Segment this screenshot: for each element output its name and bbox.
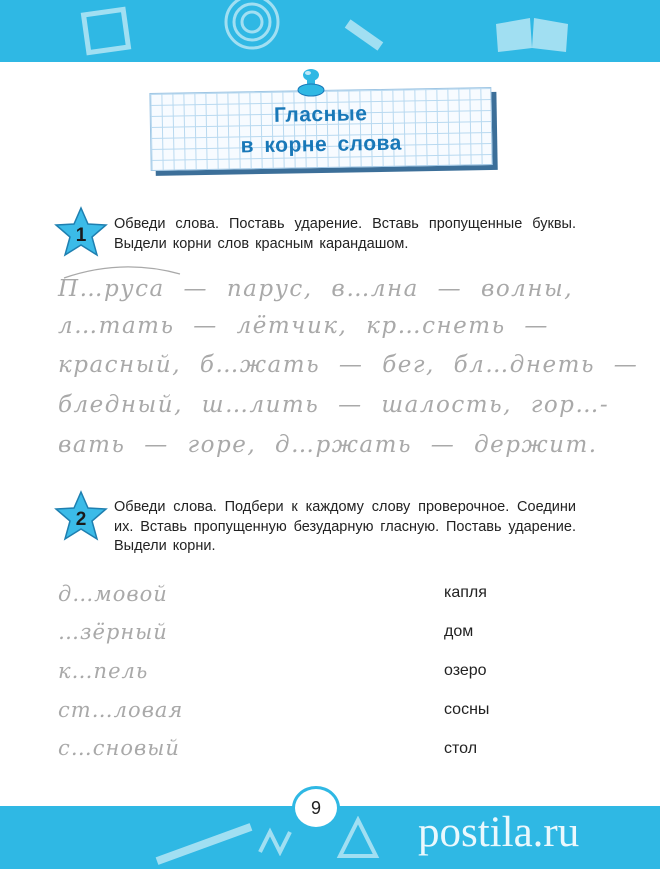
- title-line-1: Гласные: [273, 102, 368, 127]
- left-word-1: д…мовой: [58, 582, 168, 606]
- zigzag-shape-icon: [258, 826, 298, 856]
- watermark: postila.ru: [418, 809, 580, 856]
- right-word-4: сосны: [444, 701, 490, 718]
- left-word-2: …зёрный: [58, 620, 168, 644]
- pen-icon: [150, 820, 260, 869]
- task-number-star-2: [54, 490, 108, 542]
- right-word-1: капля: [444, 584, 487, 601]
- concentric-circles-icon: [222, 0, 282, 52]
- script-line-2: л…тать — лётчик, кр…снеть —: [58, 313, 549, 339]
- right-word-5: стол: [444, 740, 478, 757]
- right-word-3: озеро: [444, 662, 487, 679]
- triangle-shape-icon: [336, 816, 380, 860]
- script-line-5: вать — горе, д…ржать — держит.: [58, 432, 598, 458]
- script-line-3: красный, б…жать — бег, бл…днеть —: [58, 352, 639, 378]
- top-decorative-band: [0, 0, 660, 62]
- script-line-1: П…руса — парус, в…лна — волны,: [58, 276, 574, 302]
- page-number: 9: [292, 786, 340, 830]
- pencil-icon: [340, 10, 390, 60]
- square-shape-icon: [78, 6, 138, 56]
- task-number-2: 2: [75, 509, 87, 530]
- task2-instruction: Обведи слова. Подбери к каждому слову проверочное. Соедини их. Вставь пропущенную безударную гласную. Поставь ударение. Выдели корни.: [114, 499, 576, 554]
- right-word-2: дом: [444, 623, 474, 640]
- script-line-4: бледный, ш…лить — шалость, гор…-: [58, 392, 610, 418]
- left-word-3: к…пель: [58, 659, 149, 683]
- task-number-1: 1: [75, 225, 87, 246]
- book-icon: [492, 14, 572, 54]
- left-word-5: с…сновый: [58, 736, 180, 760]
- task1-instruction: Обведи слова. Поставь ударение. Вставь пропущенные буквы. Выдели корни слов красным карандашом.: [114, 216, 576, 252]
- left-word-4: ст…ловая: [58, 698, 184, 722]
- title-line-2: в корне слова: [240, 131, 403, 158]
- task-number-star-1: [54, 206, 108, 258]
- pushpin-icon: [296, 66, 326, 102]
